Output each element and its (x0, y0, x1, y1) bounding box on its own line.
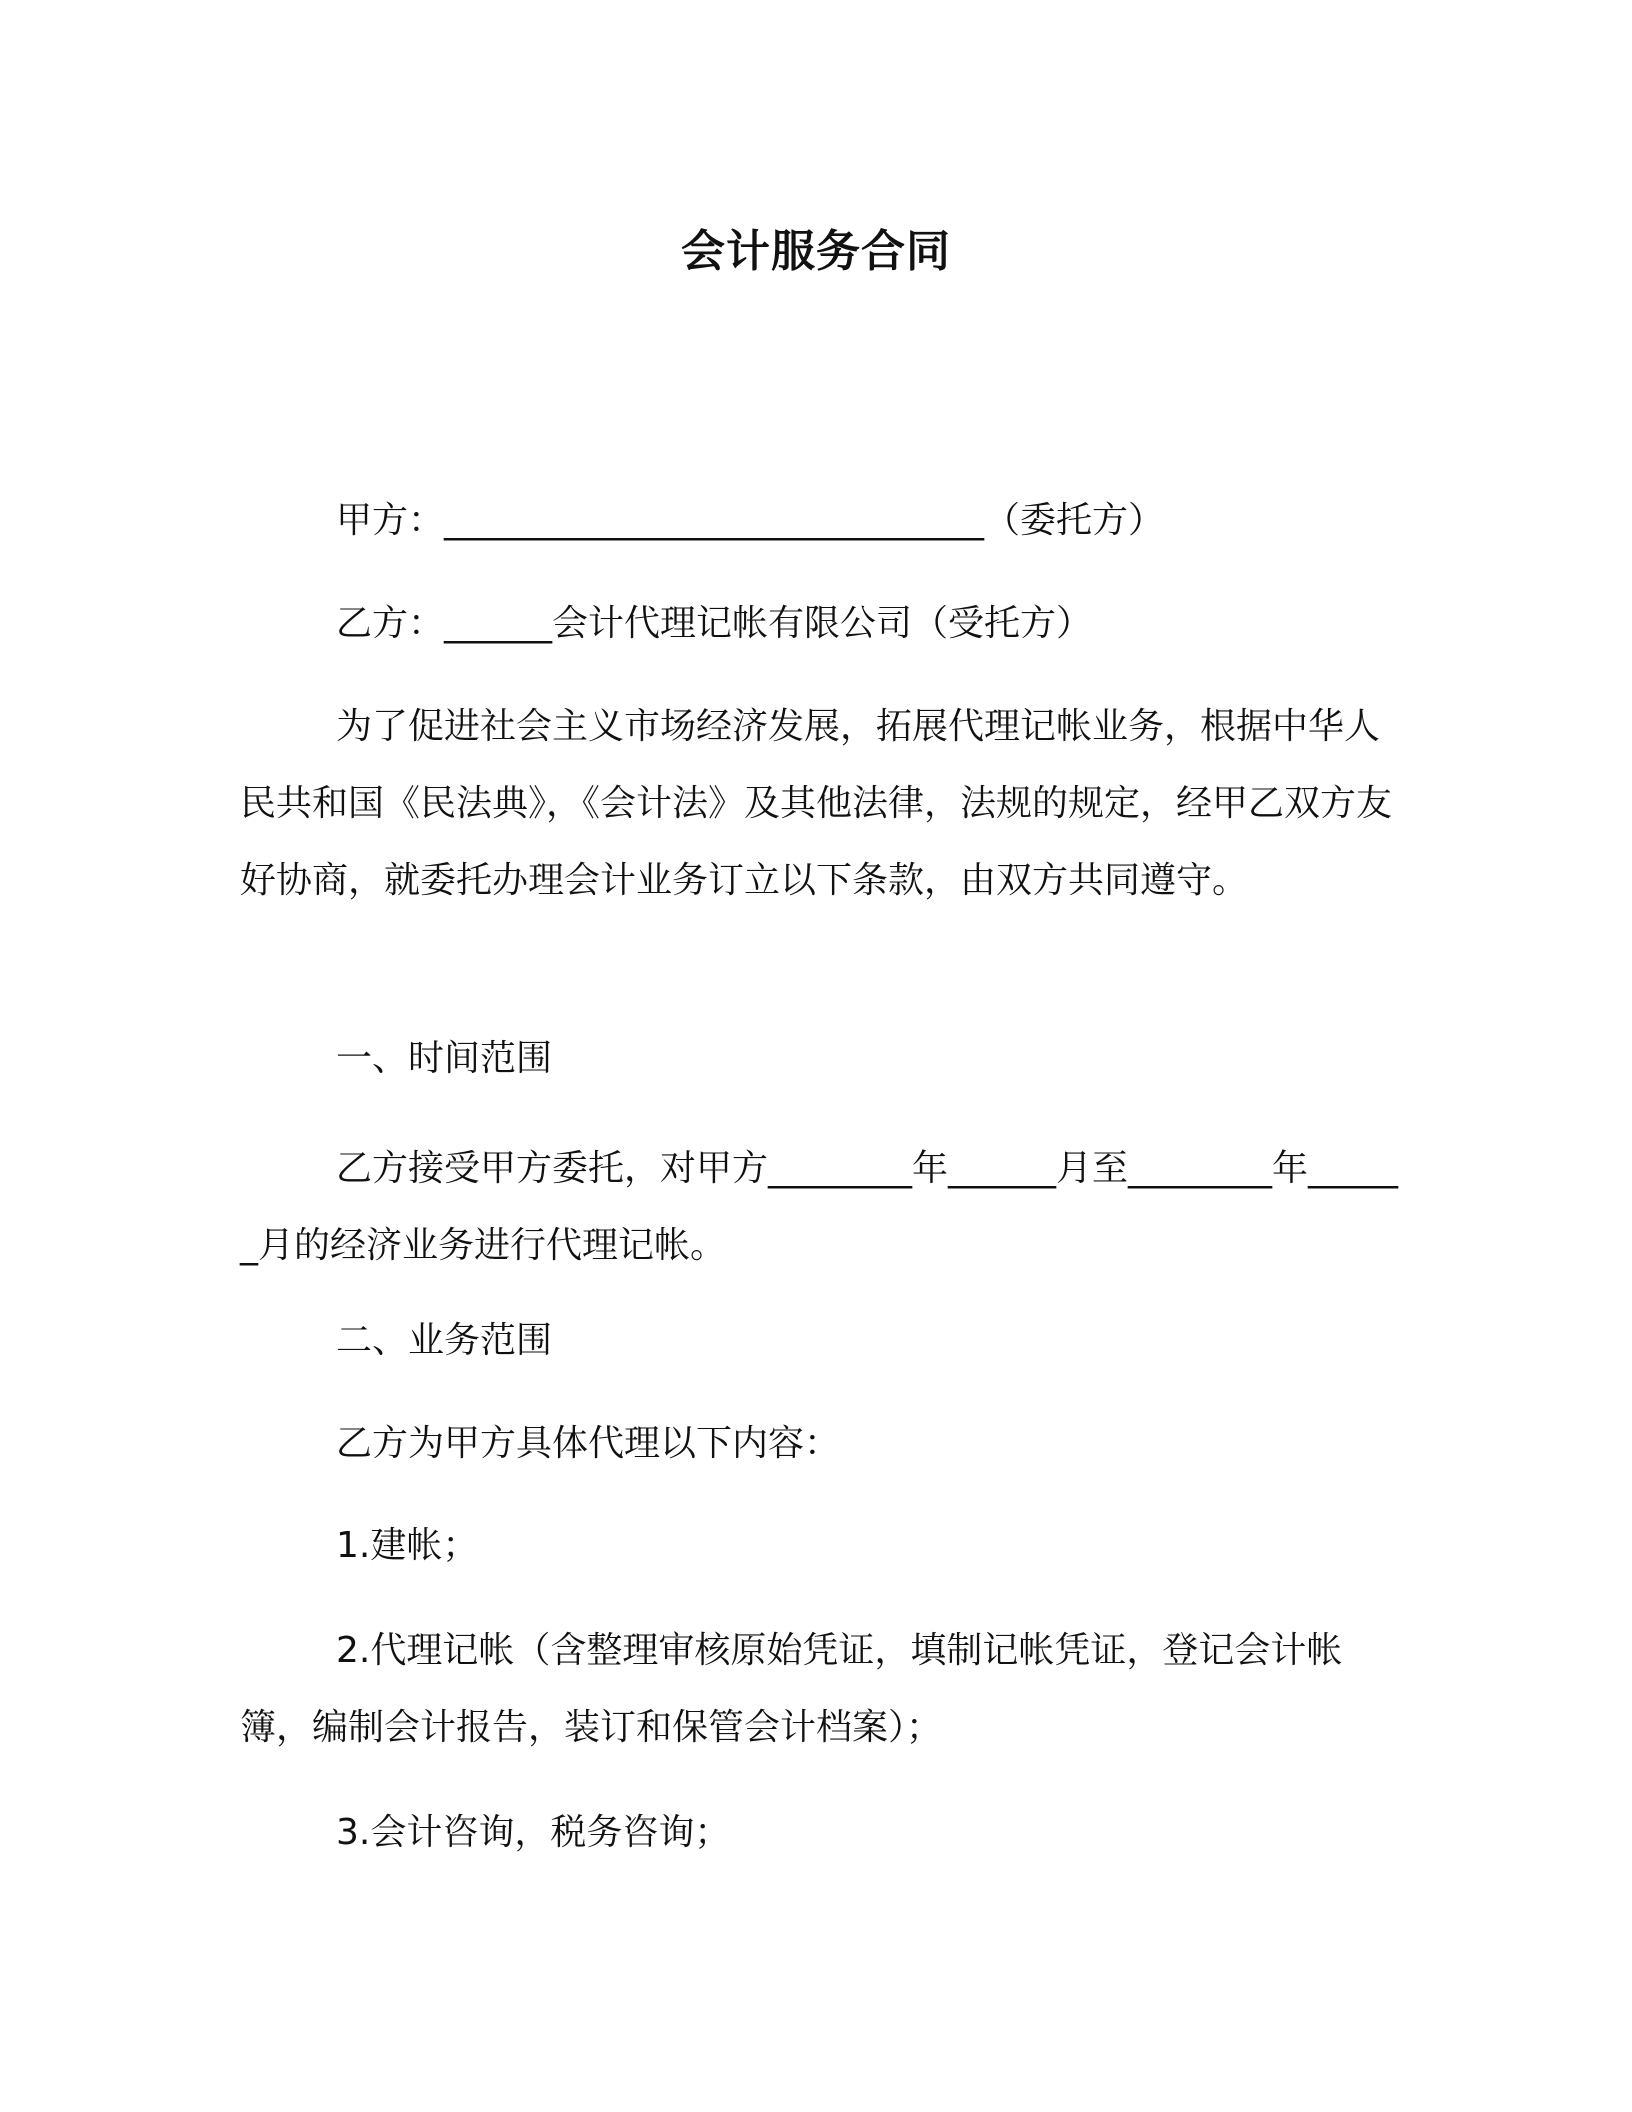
section-2-intro: 乙方为甲方具体代理以下内容： (336, 1423, 841, 1464)
list-item-3: 3.会计咨询，税务咨询； (336, 1812, 731, 1853)
section-2-heading: 二、业务范围 (336, 1320, 553, 1361)
preamble-paragraph: 为了促进社会主义市场经济发展，拓展代理记帐业务，根据中华人民共和国《民法典》，《会计法》及其他法律，法规的规定，经甲乙双方友好协商，就委托办理会计业务订立以下条款，由双方共同遵守。 (240, 706, 1393, 901)
section-1-heading: 一、时间范围 (336, 1038, 553, 1079)
list-item-1: 1.建帐； (336, 1525, 479, 1566)
section-1-text: 乙方接受甲方委托，对甲方________年______月至________年______月的经济业务进行代理记帐。 (240, 1148, 1399, 1266)
document-title: 会计服务合同 (681, 226, 951, 277)
party-b-line: 乙方：______会计代理记帐有限公司（受托方） (336, 603, 1093, 644)
party-a-line: 甲方：______________________________（委托方） (336, 500, 1165, 541)
list-item-2: 2.代理记帐（含整理审核原始凭证，填制记帐凭证，登记会计帐簿，编制会计报告，装订和保管会计档案）； (240, 1630, 1343, 1748)
